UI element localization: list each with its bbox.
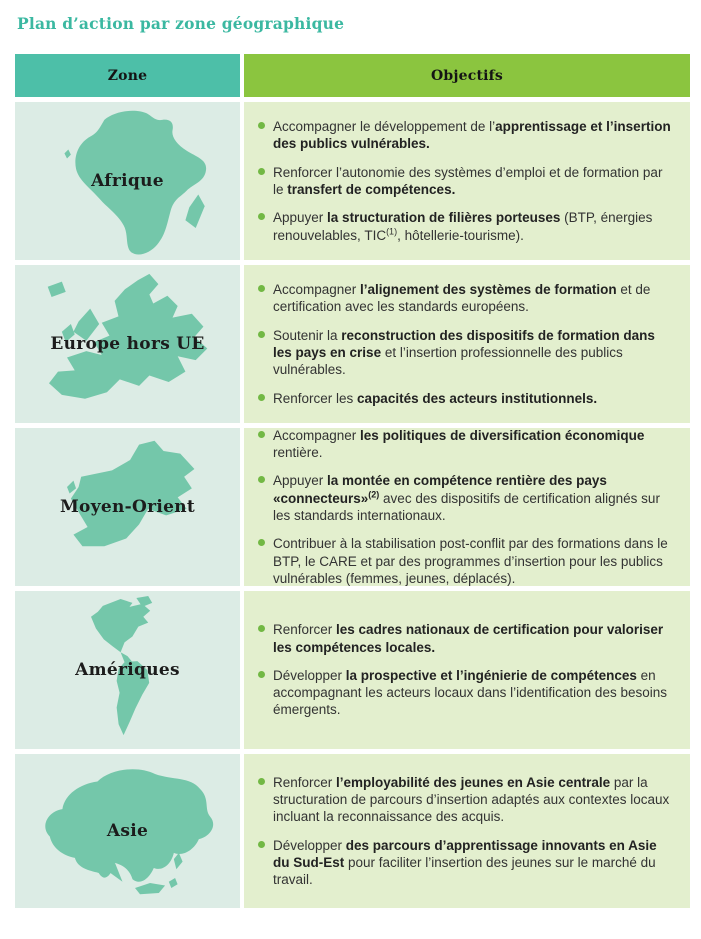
objective-item — [258, 472, 672, 524]
objectives-list — [258, 621, 672, 718]
objectives-cell — [244, 102, 690, 260]
bullet-icon — [258, 285, 265, 292]
objective-text: Développer des parcours d’apprentissage innovants en Asie du Sud-Est pour faciliter l’insertion des jeunes sur le marché du travail. — [273, 837, 657, 888]
objective-item — [258, 209, 672, 244]
bullet-icon — [258, 431, 265, 438]
objective-text: Appuyer la structuration de filières porteuses (BTP, énergies renouvelables, TIC$^{(1)}$, hôtellerie-tourisme). — [273, 210, 653, 243]
objective-item — [258, 327, 672, 379]
bullet-icon — [258, 394, 265, 401]
objective-item — [258, 774, 672, 826]
zone-label: Amériques — [75, 660, 180, 680]
objectives-list — [258, 774, 672, 889]
objective-text: Appuyer la montée en compétence rentière des pays «connecteurs»$^{(2)}$ avec des dispositifs de certification alignés sur les standards internationaux. — [273, 473, 660, 523]
page-title: Plan d’action par zone géographique — [17, 14, 345, 33]
zone-cell — [15, 428, 240, 586]
bullet-icon — [258, 841, 265, 848]
column-header-zone: Zone — [15, 54, 240, 97]
report-page — [0, 14, 701, 908]
bullet-icon — [258, 625, 265, 632]
objective-item — [258, 118, 672, 153]
objective-text: Soutenir la reconstruction des dispositifs de formation dans les pays en crise et l’insertion professionnelle des publics vulnérables. — [273, 327, 655, 378]
bullet-icon — [258, 331, 265, 338]
table-row — [15, 102, 690, 260]
objective-item — [258, 281, 672, 316]
objective-text: Renforcer les capacités des acteurs institutionnels. — [273, 390, 598, 406]
zone-cell — [15, 102, 240, 260]
bullet-icon — [258, 539, 265, 546]
objectives-cell — [244, 265, 690, 423]
zone-label: Europe hors UE — [50, 334, 205, 354]
objective-item — [258, 667, 672, 719]
table-row — [15, 754, 690, 908]
column-header-objectifs: Objectifs — [244, 54, 690, 97]
table-row — [15, 591, 690, 749]
zone-label: Afrique — [91, 171, 164, 191]
bullet-icon — [258, 671, 265, 678]
objective-text: Renforcer les cadres nationaux de certification pour valoriser les compétences locales. — [273, 622, 664, 655]
zone-cell — [15, 754, 240, 908]
action-plan-table — [15, 54, 690, 908]
objectives-list — [258, 427, 672, 587]
objective-item — [258, 837, 672, 889]
objective-text: Accompagner les politiques de diversification économique rentière. — [273, 427, 645, 461]
bullet-icon — [258, 122, 265, 129]
bullet-icon — [258, 778, 265, 785]
zone-label: Asie — [106, 821, 149, 841]
objective-item — [258, 390, 672, 407]
zone-cell — [15, 265, 240, 423]
table-row — [15, 428, 690, 586]
objective-text: Renforcer l’employabilité des jeunes en Asie centrale par la structuration de parcours d’insertion adaptés aux contextes locaux incluant la reconnaissance des acquis. — [273, 774, 670, 825]
table-header-row — [15, 54, 690, 97]
table-row — [15, 265, 690, 423]
objective-text: Contribuer à la stabilisation post-conflit par des formations dans le BTP, le CARE et par des programmes d’insertion pour les publics vulnérables (femmes, jeunes, déplacés). — [273, 536, 668, 586]
table-body — [15, 102, 690, 908]
objective-text: Développer la prospective et l’ingénierie de compétences en accompagnant les acteurs locaux dans l’identification des besoins émergents. — [273, 667, 667, 718]
zone-cell — [15, 591, 240, 749]
objectives-list — [258, 281, 672, 407]
objective-item — [258, 164, 672, 199]
objective-item — [258, 621, 672, 656]
bullet-icon — [258, 476, 265, 483]
bullet-icon — [258, 168, 265, 175]
objective-item — [258, 535, 672, 587]
objective-text: Accompagner l’alignement des systèmes de formation et de certification avec les standards européens. — [273, 282, 651, 315]
objectives-cell — [244, 591, 690, 749]
objective-text: Accompagner le développement de l’apprentissage et l’insertion des publics vulnérables. — [273, 119, 671, 152]
objectives-cell — [244, 754, 690, 908]
objective-text: Renforcer l’autonomie des systèmes d’emploi et de formation par le transfert de compétences. — [273, 164, 663, 197]
objectives-cell — [244, 428, 690, 586]
zone-label: Moyen-Orient — [59, 497, 196, 517]
bullet-icon — [258, 213, 265, 220]
objective-item — [258, 427, 672, 462]
objectives-list — [258, 118, 672, 244]
